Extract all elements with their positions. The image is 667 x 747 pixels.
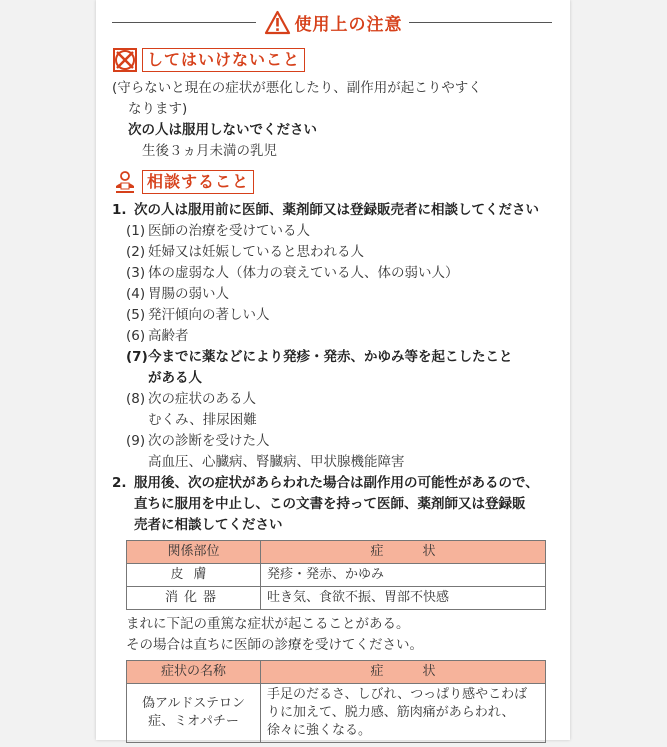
list-item-text: 発汗傾向の著しい人 <box>148 307 270 323</box>
list-item <box>112 326 552 347</box>
table-cell-symptom: 手足のだるさ、しびれ、つっぱり感やこわばりに加えて、脱力感、筋肉痛があらわれ、徐々に強くなる。 <box>261 684 546 743</box>
header-rule-right <box>409 22 552 23</box>
list-item-num: (3) <box>126 265 146 281</box>
header-rule-left <box>112 22 256 23</box>
consult-item-2-line-1: 服用後、次の症状があらわれた場合は副作用の可能性があるので、 <box>134 475 539 491</box>
table-cell-part: 消化器 <box>127 587 261 610</box>
list-item-text: 次の症状のある人 <box>148 391 256 407</box>
section-consult-head <box>112 168 552 196</box>
header-title-wrap <box>260 6 406 38</box>
list-item-text: 妊婦又は妊娠していると思われる人 <box>148 244 364 260</box>
section-prohibited-body <box>112 78 552 162</box>
side-effects-table <box>126 540 546 610</box>
list-item <box>112 347 552 368</box>
list-item-text: 次の診断を受けた人 <box>148 433 270 449</box>
table-row <box>127 684 546 743</box>
consult-icon <box>112 169 138 195</box>
serious-note-1: まれに下記の重篤な症状が起こることがある。 <box>126 616 410 632</box>
table-cell-symptom: 発疹・発赤、かゆみ <box>261 564 546 587</box>
consult-item-1-num: 1. <box>112 202 127 218</box>
list-item <box>112 242 552 263</box>
consult-item-2-line-2: 直ちに服用を中止し、この文書を持って医師、薬剤師又は登録販 <box>134 496 526 512</box>
table-header-row <box>127 541 546 564</box>
list-item-text: 体の虚弱な人（体力の衰えている人、体の弱い人） <box>148 265 459 281</box>
table-row <box>127 564 546 587</box>
consult-item-2-num: 2. <box>112 475 127 491</box>
table-cell-name: 偽アルドステロン症、ミオパチー <box>127 684 261 743</box>
list-item <box>112 284 552 305</box>
prohibited-note: (守らないと現在の症状が悪化したり、副作用が起こりやすく <box>112 80 482 96</box>
consult-item-2-text <box>134 473 552 536</box>
warning-triangle-icon <box>264 10 291 35</box>
section-consult-title: 相談すること <box>142 170 254 194</box>
serious-note-2: その場合は直ちに医師の診療を受けてください。 <box>126 637 423 653</box>
table-header-row <box>127 661 546 684</box>
consult-item-1-text: 次の人は服用前に医師、薬剤師又は登録販売者に相談してください <box>134 202 539 218</box>
table-header-symptom: 症 状 <box>261 661 546 684</box>
document-page <box>96 0 570 740</box>
table-header-name: 症状の名称 <box>127 661 261 684</box>
list-item <box>112 221 552 242</box>
consult-item-1 <box>112 200 552 221</box>
list-item <box>112 389 552 410</box>
serious-symptoms-table <box>126 660 546 743</box>
table-cell-symptom: 吐き気、食欲不振、胃部不快感 <box>261 587 546 610</box>
consult-item-2 <box>112 473 552 536</box>
list-item-num: (8) <box>126 391 146 407</box>
list-item-num: (5) <box>126 307 146 323</box>
prohibited-heading: 次の人は服用しないでください <box>128 122 317 138</box>
prohibited-item: 生後３ヵ月未満の乳児 <box>142 143 277 159</box>
section-consult-body <box>112 200 552 743</box>
list-item <box>112 263 552 284</box>
list-item <box>112 431 552 452</box>
list-item-continuation: がある人 <box>148 370 202 386</box>
table-header-symptom: 症 状 <box>261 541 546 564</box>
list-item-num: (1) <box>126 223 146 239</box>
list-item-text: 医師の治療を受けている人 <box>148 223 310 239</box>
list-item-num: (6) <box>126 328 146 344</box>
page-title: 使用上の注意 <box>294 14 403 35</box>
table-header-part: 関係部位 <box>127 541 261 564</box>
list-item-num: (7) <box>126 349 148 365</box>
consult-item-2-line-3: 売者に相談してください <box>134 517 283 533</box>
section-prohibited-head <box>112 46 552 74</box>
list-item-num: (4) <box>126 286 146 302</box>
list-item-num: (9) <box>126 433 146 449</box>
prohibited-icon <box>112 47 138 73</box>
list-item-detail: むくみ、排尿困難 <box>148 412 257 428</box>
list-item <box>112 305 552 326</box>
table-row <box>127 587 546 610</box>
list-item-num: (2) <box>126 244 146 260</box>
list-item-text: 胃腸の弱い人 <box>148 286 229 302</box>
header <box>112 6 552 38</box>
table-cell-part: 皮膚 <box>127 564 261 587</box>
list-item-text: 今までに薬などにより発疹・発赤、かゆみ等を起こしたこと <box>148 349 513 365</box>
list-item-detail: 高血圧、心臓病、腎臓病、甲状腺機能障害 <box>148 454 405 470</box>
section-prohibited-title: してはいけないこと <box>142 48 305 72</box>
prohibited-note-cont: なります) <box>128 101 188 117</box>
list-item-text: 高齢者 <box>148 328 189 344</box>
document-content <box>112 6 552 747</box>
